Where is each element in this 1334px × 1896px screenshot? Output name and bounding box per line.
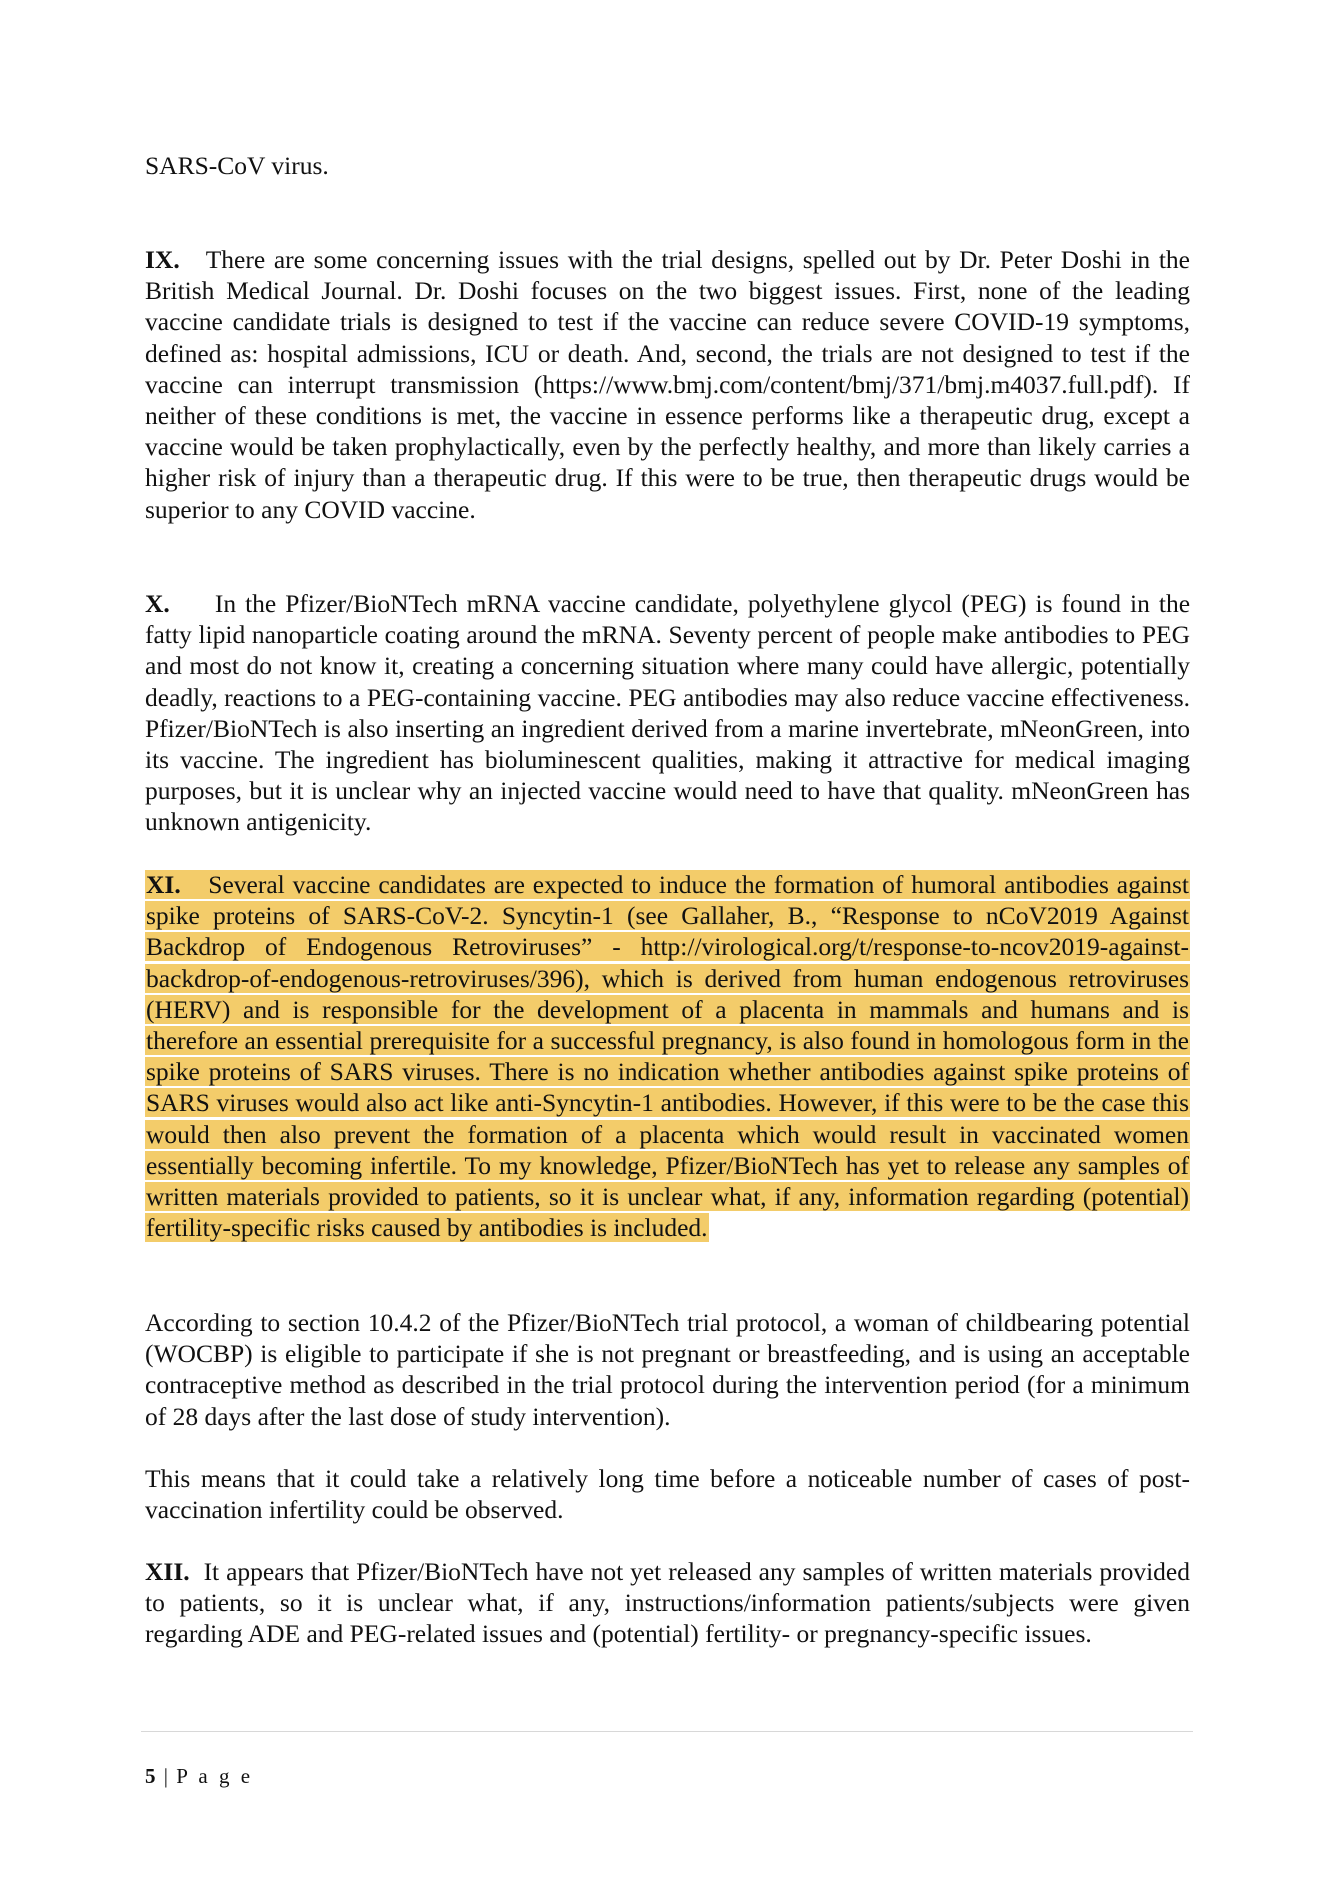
paragraph-number-x: X. [145,589,170,618]
highlighted-paragraph-text-xi: Several vaccine candidates are expected to induce the formation of humoral antibodies against spike proteins of SARS-CoV-2. Syncytin-1 (see Gallaher, B., “Response to nCoV2019 Against Backdrop of Endogenous Retroviruses” - http://virological.org/t/response-to-ncov2019-against-backdrop-of-endogenous-retroviruses/396), which is derived from human endogenous retroviruses (HERV) and is responsible for the development of a placenta in mammals and humans and is therefore an essential prerequisite for a successful pregnancy, is also found in homologous form in the spike proteins of SARS viruses. There is no indication whether antibodies against spike proteins of SARS viruses would also act like anti-Syncytin-1 antibodies. However, if this were to be the case this would then also prevent the formation of a placenta which would result in vaccinated women essentially becoming infertile. To my knowledge, Pfizer/BioNTech has yet to release any samples of written materials provided to patients, so it is unclear what, if any, information regarding (potential) fertility-specific risks caused by antibodies is included. [146,870,1190,1243]
page-number: 5 [145,1764,156,1788]
footer-separator: | [163,1764,168,1788]
paragraph-ix [145,244,1190,525]
footer-divider [141,1731,1193,1732]
page-footer [145,1763,253,1789]
paragraph-xii [145,1556,1190,1650]
paragraph-text-x: In the Pfizer/BioNTech mRNA vaccine candidate, polyethylene glycol (PEG) is found in the fatty lipid nanoparticle coating around the mRNA. Seventy percent of people make antibodies to PEG and most do not know it, creating a concerning situation where many could have allergic, potentially deadly, reactions to a PEG-containing vaccine. PEG antibodies may also reduce vaccine effectiveness. Pfizer/BioNTech is also inserting an ingredient derived from a marine invertebrate, mNeonGreen, into its vaccine. The ingredient has bioluminescent qualities, making it attractive for medical imaging purposes, but it is unclear why an injected vaccine would need to have that quality. mNeonGreen has unknown antigenicity. [145,589,1191,837]
continuation-text: SARS-CoV virus. [145,151,329,180]
paragraph-infertility-observation: This means that it could take a relatively long time before a noticeable number of cases of post-vaccination infertility could be observed. [145,1464,1190,1525]
page-label: P a g e [176,1764,254,1788]
paragraph-x [145,588,1190,838]
paragraph-number-xii: XII. [145,1557,190,1586]
paragraph-xi [145,869,1190,1243]
paragraph-number-xi: XI. [146,870,181,899]
paragraph-trial-protocol: According to section 10.4.2 of the Pfizer/BioNTech trial protocol, a woman of childbearing potential (WOCBP) is eligible to participate if she is not pregnant or breastfeeding, and is using an acceptable contraceptive method as described in the trial protocol during the intervention period (for a minimum of 28 days after the last dose of study intervention). [145,1308,1190,1431]
paragraph-text-ix: There are some concerning issues with the trial designs, spelled out by Dr. Peter Doshi in the British Medical Journal. Dr. Doshi focuses on the two biggest issues. First, none of the leading vaccine candidate trials is designed to test if the vaccine can reduce severe COVID-19 symptoms, defined as: hospital admissions, ICU or death. And, second, the trials are not designed to test if the vaccine can interrupt transmission (https://www.bmj.com/content/bmj/371/bmj.m4037.full.pdf). If neither of these conditions is met, the vaccine in essence performs like a therapeutic drug, except a vaccine would be taken prophylactically, even by the perfectly healthy, and more than likely carries a higher risk of injury than a therapeutic drug. If this were to be true, then therapeutic drugs would be superior to any COVID vaccine. [145,245,1190,524]
paragraph-number-ix: IX. [145,245,180,274]
paragraph-text-xii: It appears that Pfizer/BioNTech have not yet released any samples of written materials provided to patients, so it is unclear what, if any, instructions/information patients/subjects were given regarding ADE and PEG-related issues and (potential) fertility- or pregnancy-specific issues. [145,1557,1191,1649]
